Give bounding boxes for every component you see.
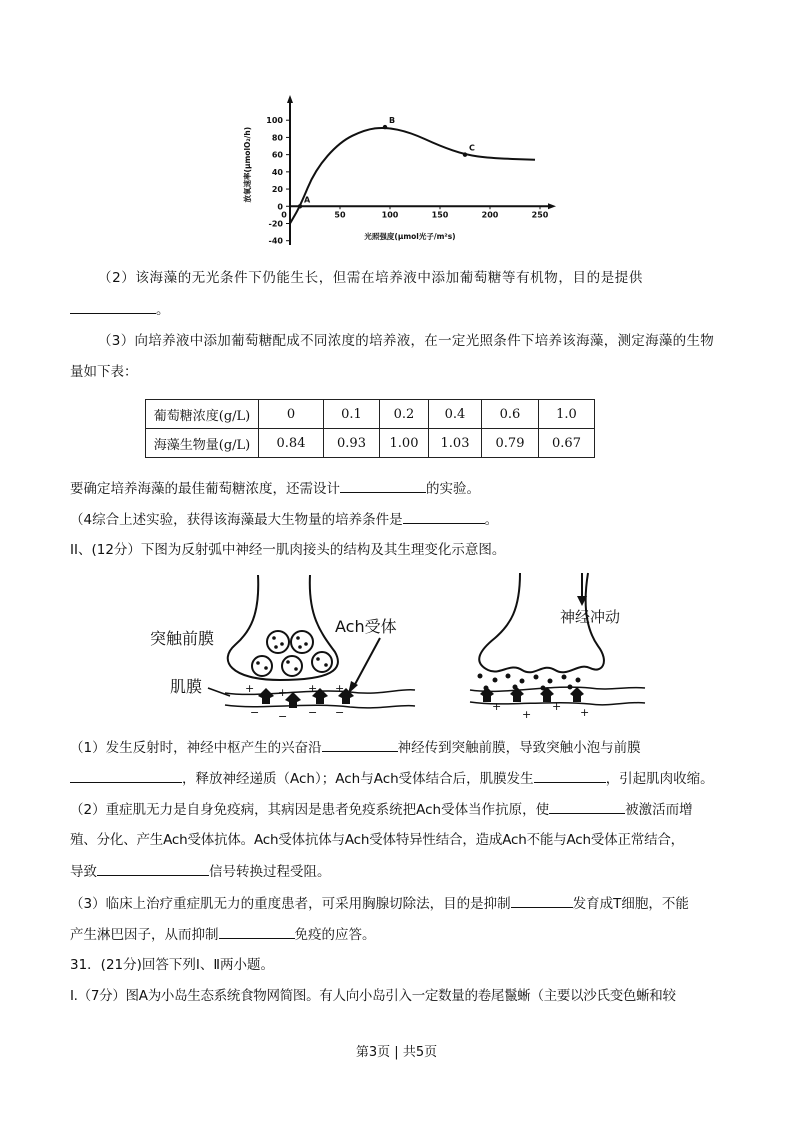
junction-right	[470, 573, 645, 705]
muscle-label-pointer	[208, 688, 230, 696]
data-point	[383, 125, 387, 129]
y-axis-arrow	[287, 95, 293, 103]
x-tick-label: 250	[531, 210, 549, 220]
q3-after-text-b: 的实验。	[426, 481, 480, 497]
light-oxygen-chart	[230, 95, 560, 260]
p2q2-text-c: 殖、分化、产生Ach受体抗体。Ach受体抗体与Ach受体特异性结合，造成Ach不能与Ach受体正常结合，	[70, 832, 684, 848]
p2q2-text-a: （2）重症肌无力是自身免疫病，其病因是患者免疫系统把Ach受体当作抗原，使	[70, 802, 550, 818]
p2q2-blank-2[interactable]	[97, 861, 209, 876]
table-cell: 1.00	[380, 429, 429, 458]
p2q1-text-d: ，引起肌肉收缩。	[605, 771, 714, 787]
chart-plot-area	[242, 95, 556, 246]
q4-text-a: （4综合上述实验，获得该海藻最大生物量的培养条件是	[70, 512, 403, 528]
svg-text:+: +	[492, 700, 502, 713]
svg-text:+: +	[245, 682, 255, 695]
y-tick-label: 0	[277, 202, 283, 212]
q2-end: 。	[156, 302, 170, 318]
p2q3-text-d: 免疫的应答。	[294, 927, 376, 943]
p2q1-blank-3[interactable]	[534, 768, 606, 783]
svg-text:−: −	[335, 706, 345, 719]
q4-text-b: 。	[484, 512, 499, 528]
q3-answer-blank[interactable]	[340, 478, 426, 493]
p2q1-text-a: （1）发生反射时，神经中枢产生的兴奋沿	[70, 740, 322, 756]
p2q3-blank-1[interactable]	[511, 893, 573, 908]
table-row-header-glucose: 葡萄糖浓度(g/L)	[146, 400, 259, 429]
table-cell: 0.93	[324, 429, 380, 458]
table-row	[146, 429, 595, 458]
p2q1-text-c: ，释放神经递质（Ach）；Ach与Ach受体结合后，肌膜发生	[182, 771, 534, 787]
y-tick-label: 40	[271, 167, 283, 177]
table-cell: 0.67	[539, 429, 595, 458]
table-cell: 0.1	[324, 400, 380, 429]
p2q3-line1	[70, 893, 725, 914]
p2q2-line2	[70, 830, 725, 850]
q3-after-text-a: 要确定培养海藻的最佳葡萄糖浓度，还需设计	[70, 481, 340, 497]
q3-line1	[98, 331, 725, 351]
y-tick-label: 80	[271, 133, 283, 143]
label-nerve-impulse: 神经冲动	[560, 608, 621, 626]
label-presynaptic-membrane: 突触前膜	[150, 629, 215, 648]
p2q1-line1	[70, 737, 725, 758]
q31-I-text: I.（7分）图A为小岛生态系统食物网简图。有人向小岛引入一定数量的卷尾鬣蜥（主要以沙氏变色蜥和较	[70, 988, 676, 1004]
p2q1-text-b: 神经传到突触前膜，导致突触小泡与前膜	[397, 740, 641, 756]
x-tick-label: 50	[334, 210, 346, 220]
y-tick-label: 100	[266, 116, 283, 126]
table-cell: 1.0	[539, 400, 595, 429]
p2q3-text-a: （3）临床上治疗重症肌无力的重度患者，可采用胸腺切除法，目的是抑制	[70, 896, 511, 912]
x-tick-label: 200	[481, 210, 499, 220]
table-cell: 0.2	[380, 400, 429, 429]
p2q3-text-b: 发育成T细胞，不能	[572, 896, 689, 912]
glucose-biomass-table	[145, 399, 595, 458]
part2-title: II、(12分）下图为反射弧中神经一肌肉接头的结构及其生理变化示意图。	[70, 542, 506, 558]
data-series-line	[290, 128, 535, 224]
svg-text:+: +	[580, 706, 590, 719]
table-row-header-biomass: 海藻生物量(g/L)	[146, 429, 259, 458]
p2q3-text-c: 产生淋巴因子，从而抑制	[70, 927, 219, 943]
p2q1-line2	[70, 768, 725, 789]
y-tick-label: 20	[271, 185, 283, 195]
synaptic-vesicles	[252, 631, 332, 676]
table-cell: 0	[259, 400, 324, 429]
table-cell: 0.84	[259, 429, 324, 458]
data-point	[463, 152, 467, 156]
svg-text:+: +	[308, 682, 318, 695]
p2q2-line1	[70, 799, 725, 820]
table-cell: 0.79	[482, 429, 539, 458]
label-ach-receptor: Ach受体	[335, 617, 397, 636]
svg-text:−: −	[278, 710, 288, 723]
q31-line	[70, 955, 725, 975]
q3-text-line1: （3）向培养液中添加葡萄糖配成不同浓度的培养液，在一定光照条件下培养该海藻，测定海藻的生物	[98, 333, 715, 349]
table-cell: 0.6	[482, 400, 539, 429]
q31-title: 31．(21分)回答下列Ⅰ、Ⅱ两小题。	[70, 957, 275, 973]
svg-text:+: +	[552, 700, 562, 713]
y-axis-label: 放氧速率(μmolO₂/h)	[243, 126, 252, 203]
table-cell: 0.4	[429, 400, 482, 429]
svg-text:+: +	[335, 682, 345, 695]
point-annotation: B	[389, 116, 396, 126]
p2q3-line2	[70, 924, 725, 945]
q4-answer-blank[interactable]	[403, 509, 485, 524]
svg-text:−: −	[250, 706, 260, 719]
q2-text: （2）该海藻的无光条件下仍能生长，但需在培养液中添加葡萄糖等有机物，目的是提供	[98, 270, 643, 286]
q2-line	[98, 268, 725, 288]
part2-title-line	[70, 540, 725, 560]
p2q2-text-b: 被激活而增	[625, 802, 693, 818]
neuromuscular-junction-diagram	[150, 570, 650, 730]
svg-text:−: −	[308, 706, 318, 719]
p2q2-line3	[70, 861, 725, 882]
x-axis-arrow	[548, 203, 556, 209]
p2q1-blank-2[interactable]	[70, 768, 182, 783]
p2q3-blank-2[interactable]	[219, 924, 295, 939]
point-annotation: A	[304, 195, 311, 205]
x-tick-label: 100	[381, 210, 399, 220]
p2q1-blank-1[interactable]	[322, 737, 398, 752]
point-annotation: C	[469, 143, 475, 153]
receptor-pointer-arrow	[353, 638, 380, 688]
q2-answer-blank[interactable]	[70, 299, 156, 314]
q4-line	[70, 509, 725, 530]
p2q2-blank-1[interactable]	[549, 799, 625, 814]
svg-text:+: +	[522, 708, 532, 721]
table-cell: 1.03	[429, 429, 482, 458]
p2q2-text-e: 信号转换过程受阻。	[209, 864, 331, 880]
data-point	[298, 204, 302, 208]
y-tick-label: -40	[268, 236, 283, 246]
svg-text:+: +	[278, 686, 288, 699]
q3-text-line2: 量如下表：	[70, 364, 138, 380]
q3-after-line	[70, 478, 725, 499]
x-tick-label: 0	[281, 210, 287, 220]
page-footer: 第3页 | 共5页	[355, 1045, 438, 1060]
label-muscle-membrane: 肌膜	[170, 677, 203, 696]
x-tick-label: 150	[431, 210, 449, 220]
y-tick-label: -20	[268, 219, 283, 229]
x-axis-label: 光照强度(μmol光子/m²s)	[364, 232, 456, 241]
y-tick-label: 60	[271, 150, 283, 160]
q31-I-line	[70, 986, 725, 1006]
q2-answer-line	[70, 299, 725, 320]
q3-line2	[70, 362, 725, 382]
p2q2-text-d: 导致	[70, 864, 97, 880]
table-row	[146, 400, 595, 429]
